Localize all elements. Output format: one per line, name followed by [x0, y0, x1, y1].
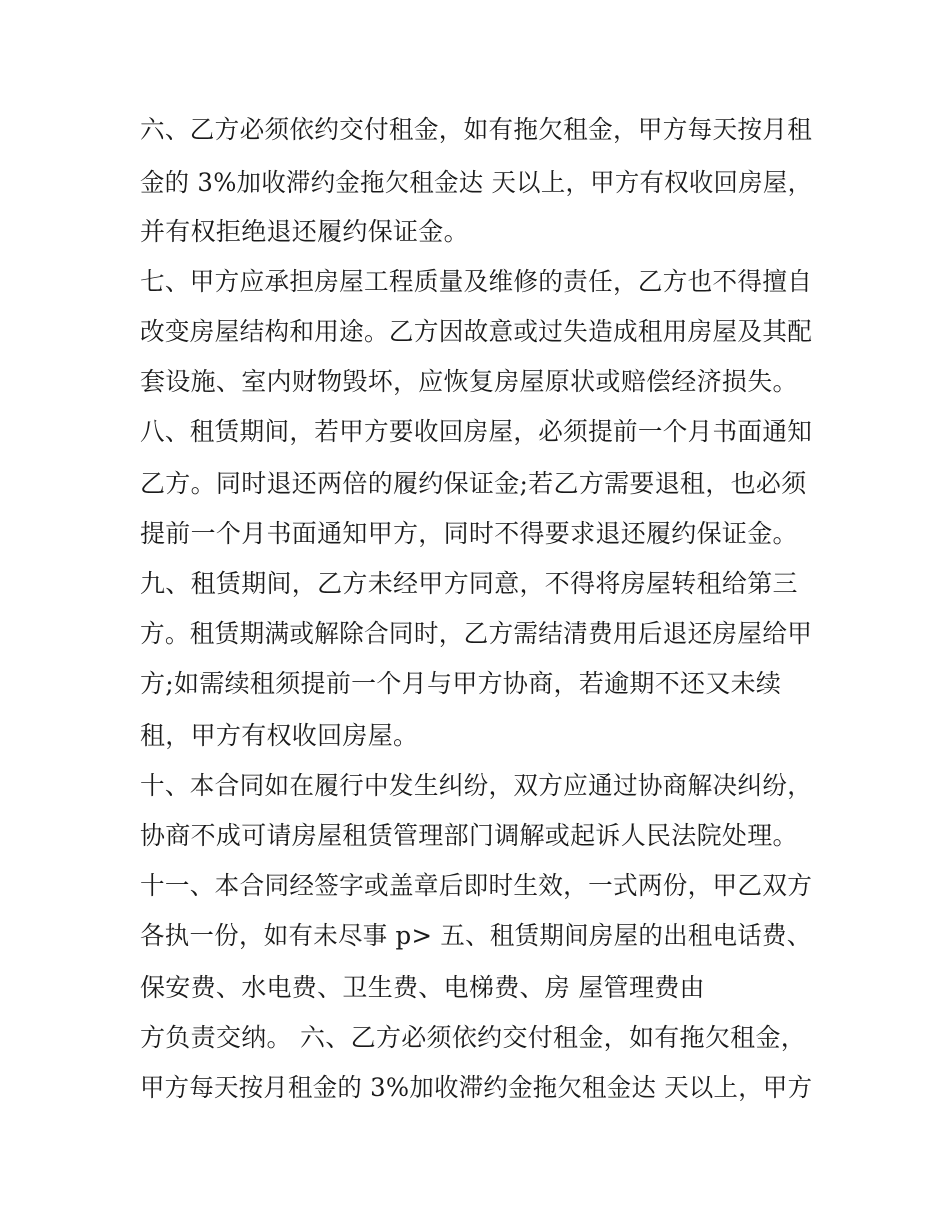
text-line-10: 九、租赁期间，乙方未经甲方同意，不得将房屋转租给第三 [140, 569, 798, 598]
text-line-11: 方。租赁期满或解除合同时，乙方需结清费用后退还房屋给甲 [140, 619, 813, 648]
text-line-6: 套设施、室内财物毁坏，应恢复房屋原状或赔偿经济损失。 [140, 367, 798, 396]
text-line-19: 方负责交纳。 六、乙方必须依约交付租金，如有拖欠租金， [140, 1023, 807, 1052]
text-line-8: 乙方。同时退还两倍的履约保证金;若乙方需要退租，也必须 [140, 469, 807, 498]
text-line-4: 七、甲方应承担房屋工程质量及维修的责任，乙方也不得擅自 [140, 267, 813, 296]
text-line-17: 各执一份，如有未尽事 p> 五、租赁期间房屋的出租电话费、 [140, 921, 812, 950]
text-line-2: 金的 3%加收滞约金拖欠租金达 天以上，甲方有权收回房屋， [140, 168, 813, 197]
text-line-7: 八、租赁期间，若甲方要收回房屋，必须提前一个月书面通知 [140, 417, 813, 446]
text-line-12: 方;如需续租须提前一个月与甲方协商，若逾期不还又未续 [140, 669, 782, 698]
text-line-20: 甲方每天按月租金的 3%加收滞约金拖欠租金达 天以上，甲方 [140, 1073, 813, 1102]
text-line-1: 六、乙方必须依约交付租金，如有拖欠租金，甲方每天按月租 [140, 115, 813, 144]
text-line-14: 十、本合同如在履行中发生纠纷，双方应通过协商解决纠纷， [140, 771, 813, 800]
text-line-3: 并有权拒绝退还履约保证金。 [140, 217, 469, 246]
text-line-13: 租，甲方有权收回房屋。 [140, 721, 419, 750]
text-line-5: 改变房屋结构和用途。乙方因故意或过失造成租用房屋及其配 [140, 317, 813, 346]
text-line-16: 十一、本合同经签字或盖章后即时生效，一式两份，甲乙双方 [140, 871, 813, 900]
text-line-9: 提前一个月书面通知甲方，同时不得要求退还履约保证金。 [140, 519, 798, 548]
text-line-15: 协商不成可请房屋租赁管理部门调解或起诉人民法院处理。 [140, 821, 798, 850]
text-line-18: 保安费、水电费、卫生费、电梯费、房 屋管理费由 [140, 973, 705, 1002]
